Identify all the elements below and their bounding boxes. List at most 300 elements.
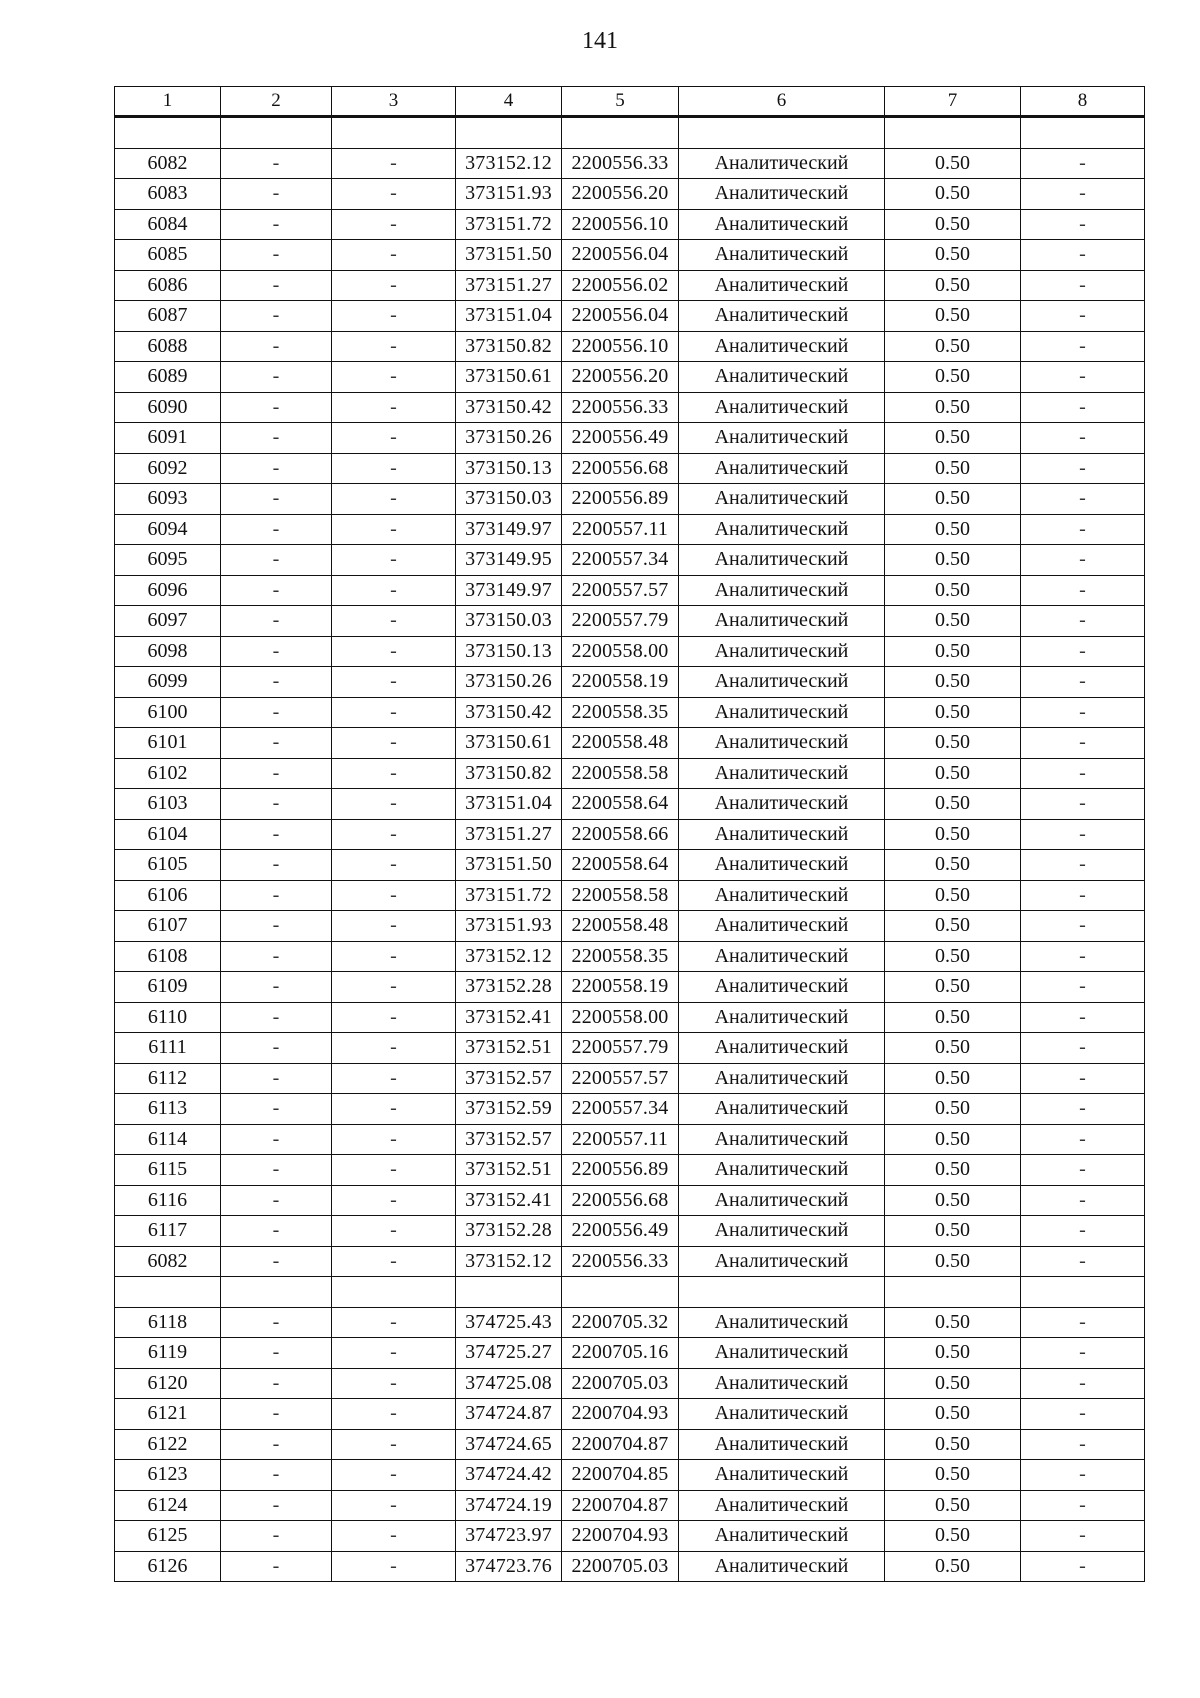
cell-col-5: 2200556.68 xyxy=(562,453,679,484)
cell-col-8: - xyxy=(1021,1368,1145,1399)
cell-col-6: Аналитический xyxy=(679,606,885,637)
cell-col-2: - xyxy=(221,423,332,454)
cell-col-2: - xyxy=(221,1338,332,1369)
cell-col-8: - xyxy=(1021,1338,1145,1369)
table-body xyxy=(115,117,1145,1582)
cell-col-3: - xyxy=(332,1307,456,1338)
cell-col-5: 2200558.64 xyxy=(562,789,679,820)
table-row xyxy=(115,209,1145,240)
cell-col-7: 0.50 xyxy=(885,911,1021,942)
cell-col-4: 373152.51 xyxy=(456,1033,562,1064)
cell-col-1: 6104 xyxy=(115,819,221,850)
cell-col-6: Аналитический xyxy=(679,270,885,301)
cell-col-7: 0.50 xyxy=(885,1246,1021,1277)
coordinates-table xyxy=(114,86,1145,1582)
cell-col-5: 2200704.87 xyxy=(562,1490,679,1521)
cell-col-7: 0.50 xyxy=(885,1307,1021,1338)
cell-col-6: Аналитический xyxy=(679,240,885,271)
cell-col-5: 2200556.10 xyxy=(562,209,679,240)
cell-col-1: 6085 xyxy=(115,240,221,271)
cell-col-8: - xyxy=(1021,514,1145,545)
cell-col-1: 6082 xyxy=(115,1246,221,1277)
cell-col-3: - xyxy=(332,819,456,850)
cell-col-2: - xyxy=(221,240,332,271)
cell-col-7: 0.50 xyxy=(885,1368,1021,1399)
cell-col-6: Аналитический xyxy=(679,1338,885,1369)
cell-col-7: 0.50 xyxy=(885,331,1021,362)
column-header-7: 7 xyxy=(885,87,1021,117)
cell-col-6: Аналитический xyxy=(679,392,885,423)
cell-col-3: - xyxy=(332,636,456,667)
cell-col-7: 0.50 xyxy=(885,240,1021,271)
separator-row xyxy=(115,1277,1145,1308)
cell-col-2: - xyxy=(221,1246,332,1277)
cell-col-4: 374725.43 xyxy=(456,1307,562,1338)
table-row xyxy=(115,301,1145,332)
table-row xyxy=(115,667,1145,698)
cell-col-3: - xyxy=(332,392,456,423)
cell-col-6: Аналитический xyxy=(679,1185,885,1216)
column-header-1: 1 xyxy=(115,87,221,117)
cell-col-2: - xyxy=(221,850,332,881)
cell-col-5: 2200558.00 xyxy=(562,636,679,667)
cell-col-6: Аналитический xyxy=(679,514,885,545)
cell-col-3: - xyxy=(332,1368,456,1399)
table-row xyxy=(115,697,1145,728)
cell-col-8: - xyxy=(1021,1246,1145,1277)
empty-cell xyxy=(562,117,679,149)
cell-col-4: 373152.41 xyxy=(456,1185,562,1216)
cell-col-6: Аналитический xyxy=(679,728,885,759)
cell-col-4: 374723.76 xyxy=(456,1551,562,1582)
cell-col-7: 0.50 xyxy=(885,362,1021,393)
cell-col-7: 0.50 xyxy=(885,209,1021,240)
cell-col-3: - xyxy=(332,423,456,454)
cell-col-7: 0.50 xyxy=(885,758,1021,789)
cell-col-1: 6087 xyxy=(115,301,221,332)
cell-col-7: 0.50 xyxy=(885,453,1021,484)
cell-col-3: - xyxy=(332,240,456,271)
empty-cell xyxy=(885,117,1021,149)
cell-col-4: 373151.50 xyxy=(456,240,562,271)
cell-col-8: - xyxy=(1021,1307,1145,1338)
cell-col-3: - xyxy=(332,1155,456,1186)
cell-col-6: Аналитический xyxy=(679,911,885,942)
cell-col-1: 6113 xyxy=(115,1094,221,1125)
cell-col-7: 0.50 xyxy=(885,575,1021,606)
cell-col-4: 373150.03 xyxy=(456,484,562,515)
cell-col-3: - xyxy=(332,1399,456,1430)
cell-col-1: 6097 xyxy=(115,606,221,637)
cell-col-8: - xyxy=(1021,392,1145,423)
cell-col-3: - xyxy=(332,1002,456,1033)
column-header-2: 2 xyxy=(221,87,332,117)
cell-col-4: 374724.87 xyxy=(456,1399,562,1430)
table-row xyxy=(115,1551,1145,1582)
cell-col-6: Аналитический xyxy=(679,667,885,698)
cell-col-8: - xyxy=(1021,453,1145,484)
cell-col-4: 373150.42 xyxy=(456,697,562,728)
cell-col-4: 373152.28 xyxy=(456,1216,562,1247)
cell-col-2: - xyxy=(221,1399,332,1430)
cell-col-3: - xyxy=(332,331,456,362)
table-row xyxy=(115,453,1145,484)
cell-col-3: - xyxy=(332,362,456,393)
cell-col-5: 2200557.57 xyxy=(562,575,679,606)
cell-col-8: - xyxy=(1021,1155,1145,1186)
cell-col-1: 6123 xyxy=(115,1460,221,1491)
cell-col-2: - xyxy=(221,911,332,942)
empty-cell xyxy=(456,1277,562,1308)
cell-col-7: 0.50 xyxy=(885,880,1021,911)
cell-col-2: - xyxy=(221,209,332,240)
table-row xyxy=(115,514,1145,545)
cell-col-5: 2200556.02 xyxy=(562,270,679,301)
cell-col-4: 373151.72 xyxy=(456,209,562,240)
cell-col-8: - xyxy=(1021,1521,1145,1552)
cell-col-3: - xyxy=(332,1429,456,1460)
cell-col-5: 2200557.34 xyxy=(562,1094,679,1125)
cell-col-2: - xyxy=(221,148,332,179)
cell-col-1: 6116 xyxy=(115,1185,221,1216)
cell-col-6: Аналитический xyxy=(679,941,885,972)
cell-col-7: 0.50 xyxy=(885,606,1021,637)
table-row xyxy=(115,728,1145,759)
table-row xyxy=(115,1521,1145,1552)
cell-col-8: - xyxy=(1021,484,1145,515)
cell-col-4: 373150.61 xyxy=(456,728,562,759)
cell-col-1: 6120 xyxy=(115,1368,221,1399)
table-row xyxy=(115,148,1145,179)
cell-col-6: Аналитический xyxy=(679,850,885,881)
cell-col-2: - xyxy=(221,1094,332,1125)
cell-col-8: - xyxy=(1021,972,1145,1003)
cell-col-3: - xyxy=(332,1338,456,1369)
cell-col-5: 2200557.79 xyxy=(562,1033,679,1064)
cell-col-1: 6115 xyxy=(115,1155,221,1186)
cell-col-1: 6117 xyxy=(115,1216,221,1247)
cell-col-6: Аналитический xyxy=(679,880,885,911)
cell-col-1: 6101 xyxy=(115,728,221,759)
cell-col-3: - xyxy=(332,179,456,210)
cell-col-3: - xyxy=(332,575,456,606)
cell-col-8: - xyxy=(1021,728,1145,759)
empty-cell xyxy=(562,1277,679,1308)
cell-col-8: - xyxy=(1021,545,1145,576)
cell-col-6: Аналитический xyxy=(679,423,885,454)
cell-col-7: 0.50 xyxy=(885,789,1021,820)
table-row xyxy=(115,1429,1145,1460)
cell-col-1: 6109 xyxy=(115,972,221,1003)
cell-col-7: 0.50 xyxy=(885,728,1021,759)
table-row xyxy=(115,850,1145,881)
cell-col-3: - xyxy=(332,1033,456,1064)
cell-col-3: - xyxy=(332,1124,456,1155)
cell-col-4: 373150.61 xyxy=(456,362,562,393)
table-row xyxy=(115,972,1145,1003)
empty-cell xyxy=(1021,1277,1145,1308)
cell-col-5: 2200704.85 xyxy=(562,1460,679,1491)
cell-col-4: 373151.72 xyxy=(456,880,562,911)
cell-col-4: 373152.57 xyxy=(456,1063,562,1094)
cell-col-7: 0.50 xyxy=(885,1185,1021,1216)
cell-col-8: - xyxy=(1021,850,1145,881)
cell-col-4: 373152.28 xyxy=(456,972,562,1003)
cell-col-2: - xyxy=(221,728,332,759)
cell-col-5: 2200556.04 xyxy=(562,301,679,332)
cell-col-8: - xyxy=(1021,667,1145,698)
cell-col-4: 373150.03 xyxy=(456,606,562,637)
cell-col-1: 6095 xyxy=(115,545,221,576)
table-row xyxy=(115,392,1145,423)
cell-col-2: - xyxy=(221,362,332,393)
cell-col-8: - xyxy=(1021,697,1145,728)
separator-row xyxy=(115,117,1145,149)
cell-col-3: - xyxy=(332,697,456,728)
table-row xyxy=(115,1307,1145,1338)
cell-col-7: 0.50 xyxy=(885,1063,1021,1094)
cell-col-8: - xyxy=(1021,1551,1145,1582)
cell-col-5: 2200556.33 xyxy=(562,392,679,423)
cell-col-2: - xyxy=(221,1551,332,1582)
cell-col-6: Аналитический xyxy=(679,972,885,1003)
cell-col-5: 2200557.79 xyxy=(562,606,679,637)
cell-col-5: 2200556.33 xyxy=(562,1246,679,1277)
cell-col-1: 6088 xyxy=(115,331,221,362)
cell-col-6: Аналитический xyxy=(679,1429,885,1460)
cell-col-7: 0.50 xyxy=(885,301,1021,332)
cell-col-4: 373149.97 xyxy=(456,514,562,545)
cell-col-1: 6110 xyxy=(115,1002,221,1033)
table-row xyxy=(115,240,1145,271)
cell-col-1: 6119 xyxy=(115,1338,221,1369)
cell-col-8: - xyxy=(1021,148,1145,179)
cell-col-8: - xyxy=(1021,362,1145,393)
column-header-8: 8 xyxy=(1021,87,1145,117)
cell-col-1: 6102 xyxy=(115,758,221,789)
cell-col-2: - xyxy=(221,972,332,1003)
table-header xyxy=(115,87,1145,117)
cell-col-5: 2200558.35 xyxy=(562,697,679,728)
cell-col-5: 2200558.58 xyxy=(562,758,679,789)
cell-col-5: 2200705.16 xyxy=(562,1338,679,1369)
cell-col-7: 0.50 xyxy=(885,819,1021,850)
cell-col-4: 373151.04 xyxy=(456,789,562,820)
cell-col-4: 373151.50 xyxy=(456,850,562,881)
cell-col-6: Аналитический xyxy=(679,545,885,576)
cell-col-6: Аналитический xyxy=(679,209,885,240)
cell-col-5: 2200557.11 xyxy=(562,1124,679,1155)
cell-col-8: - xyxy=(1021,270,1145,301)
cell-col-4: 373152.57 xyxy=(456,1124,562,1155)
cell-col-8: - xyxy=(1021,1460,1145,1491)
cell-col-5: 2200556.89 xyxy=(562,484,679,515)
cell-col-2: - xyxy=(221,1185,332,1216)
cell-col-1: 6114 xyxy=(115,1124,221,1155)
cell-col-5: 2200556.04 xyxy=(562,240,679,271)
cell-col-6: Аналитический xyxy=(679,362,885,393)
cell-col-1: 6090 xyxy=(115,392,221,423)
cell-col-6: Аналитический xyxy=(679,1002,885,1033)
cell-col-5: 2200556.68 xyxy=(562,1185,679,1216)
empty-cell xyxy=(221,1277,332,1308)
cell-col-8: - xyxy=(1021,819,1145,850)
cell-col-8: - xyxy=(1021,1124,1145,1155)
cell-col-4: 373152.59 xyxy=(456,1094,562,1125)
cell-col-8: - xyxy=(1021,1185,1145,1216)
cell-col-6: Аналитический xyxy=(679,758,885,789)
cell-col-5: 2200558.58 xyxy=(562,880,679,911)
cell-col-4: 373151.93 xyxy=(456,911,562,942)
cell-col-8: - xyxy=(1021,209,1145,240)
table-row xyxy=(115,362,1145,393)
page-number: 141 xyxy=(582,28,618,54)
cell-col-4: 373151.27 xyxy=(456,819,562,850)
cell-col-8: - xyxy=(1021,1063,1145,1094)
cell-col-6: Аналитический xyxy=(679,1521,885,1552)
empty-cell xyxy=(679,117,885,149)
cell-col-4: 374724.65 xyxy=(456,1429,562,1460)
cell-col-8: - xyxy=(1021,575,1145,606)
cell-col-1: 6108 xyxy=(115,941,221,972)
cell-col-6: Аналитический xyxy=(679,697,885,728)
table-row xyxy=(115,1002,1145,1033)
cell-col-1: 6094 xyxy=(115,514,221,545)
table-row xyxy=(115,179,1145,210)
cell-col-5: 2200704.87 xyxy=(562,1429,679,1460)
cell-col-7: 0.50 xyxy=(885,1338,1021,1369)
header-row xyxy=(115,87,1145,117)
cell-col-7: 0.50 xyxy=(885,636,1021,667)
cell-col-7: 0.50 xyxy=(885,1216,1021,1247)
cell-col-5: 2200556.89 xyxy=(562,1155,679,1186)
cell-col-2: - xyxy=(221,819,332,850)
cell-col-6: Аналитический xyxy=(679,1033,885,1064)
cell-col-5: 2200556.49 xyxy=(562,423,679,454)
cell-col-6: Аналитический xyxy=(679,1063,885,1094)
cell-col-8: - xyxy=(1021,1216,1145,1247)
cell-col-1: 6103 xyxy=(115,789,221,820)
cell-col-4: 373149.95 xyxy=(456,545,562,576)
cell-col-7: 0.50 xyxy=(885,1521,1021,1552)
cell-col-1: 6089 xyxy=(115,362,221,393)
cell-col-3: - xyxy=(332,1185,456,1216)
cell-col-8: - xyxy=(1021,1094,1145,1125)
cell-col-1: 6125 xyxy=(115,1521,221,1552)
table-row xyxy=(115,1094,1145,1125)
cell-col-8: - xyxy=(1021,1490,1145,1521)
cell-col-6: Аналитический xyxy=(679,1399,885,1430)
cell-col-7: 0.50 xyxy=(885,972,1021,1003)
cell-col-2: - xyxy=(221,789,332,820)
cell-col-1: 6106 xyxy=(115,880,221,911)
cell-col-5: 2200705.03 xyxy=(562,1368,679,1399)
cell-col-7: 0.50 xyxy=(885,850,1021,881)
cell-col-4: 373150.82 xyxy=(456,758,562,789)
cell-col-6: Аналитический xyxy=(679,179,885,210)
cell-col-3: - xyxy=(332,545,456,576)
table-row xyxy=(115,1124,1145,1155)
cell-col-7: 0.50 xyxy=(885,1002,1021,1033)
cell-col-7: 0.50 xyxy=(885,1155,1021,1186)
cell-col-1: 6084 xyxy=(115,209,221,240)
table-row xyxy=(115,1368,1145,1399)
cell-col-3: - xyxy=(332,301,456,332)
cell-col-6: Аналитический xyxy=(679,1246,885,1277)
cell-col-6: Аналитический xyxy=(679,1490,885,1521)
cell-col-8: - xyxy=(1021,179,1145,210)
cell-col-3: - xyxy=(332,880,456,911)
cell-col-6: Аналитический xyxy=(679,331,885,362)
cell-col-5: 2200558.00 xyxy=(562,1002,679,1033)
cell-col-2: - xyxy=(221,1460,332,1491)
cell-col-2: - xyxy=(221,545,332,576)
table-row xyxy=(115,789,1145,820)
table-row xyxy=(115,1338,1145,1369)
cell-col-2: - xyxy=(221,575,332,606)
cell-col-6: Аналитический xyxy=(679,1368,885,1399)
cell-col-3: - xyxy=(332,209,456,240)
cell-col-7: 0.50 xyxy=(885,1399,1021,1430)
table-row xyxy=(115,270,1145,301)
cell-col-4: 373152.12 xyxy=(456,941,562,972)
cell-col-6: Аналитический xyxy=(679,1216,885,1247)
cell-col-3: - xyxy=(332,667,456,698)
cell-col-3: - xyxy=(332,1216,456,1247)
table-row xyxy=(115,331,1145,362)
cell-col-7: 0.50 xyxy=(885,1490,1021,1521)
cell-col-1: 6096 xyxy=(115,575,221,606)
cell-col-5: 2200558.35 xyxy=(562,941,679,972)
cell-col-2: - xyxy=(221,1307,332,1338)
table-row xyxy=(115,758,1145,789)
cell-col-6: Аналитический xyxy=(679,1551,885,1582)
empty-cell xyxy=(456,117,562,149)
column-header-6: 6 xyxy=(679,87,885,117)
empty-cell xyxy=(221,117,332,149)
cell-col-7: 0.50 xyxy=(885,545,1021,576)
cell-col-2: - xyxy=(221,1490,332,1521)
empty-cell xyxy=(332,1277,456,1308)
table-row xyxy=(115,606,1145,637)
cell-col-7: 0.50 xyxy=(885,392,1021,423)
cell-col-1: 6124 xyxy=(115,1490,221,1521)
table-row xyxy=(115,1246,1145,1277)
column-header-5: 5 xyxy=(562,87,679,117)
cell-col-5: 2200705.32 xyxy=(562,1307,679,1338)
cell-col-6: Аналитический xyxy=(679,575,885,606)
cell-col-7: 0.50 xyxy=(885,1460,1021,1491)
cell-col-1: 6118 xyxy=(115,1307,221,1338)
cell-col-7: 0.50 xyxy=(885,1551,1021,1582)
cell-col-7: 0.50 xyxy=(885,484,1021,515)
table-row xyxy=(115,1460,1145,1491)
cell-col-1: 6126 xyxy=(115,1551,221,1582)
cell-col-3: - xyxy=(332,148,456,179)
cell-col-6: Аналитический xyxy=(679,1307,885,1338)
empty-cell xyxy=(115,117,221,149)
cell-col-1: 6093 xyxy=(115,484,221,515)
cell-col-5: 2200558.19 xyxy=(562,972,679,1003)
cell-col-3: - xyxy=(332,1490,456,1521)
cell-col-1: 6099 xyxy=(115,667,221,698)
cell-col-2: - xyxy=(221,880,332,911)
table-row xyxy=(115,1155,1145,1186)
cell-col-1: 6112 xyxy=(115,1063,221,1094)
cell-col-4: 373151.93 xyxy=(456,179,562,210)
cell-col-6: Аналитический xyxy=(679,636,885,667)
cell-col-7: 0.50 xyxy=(885,514,1021,545)
